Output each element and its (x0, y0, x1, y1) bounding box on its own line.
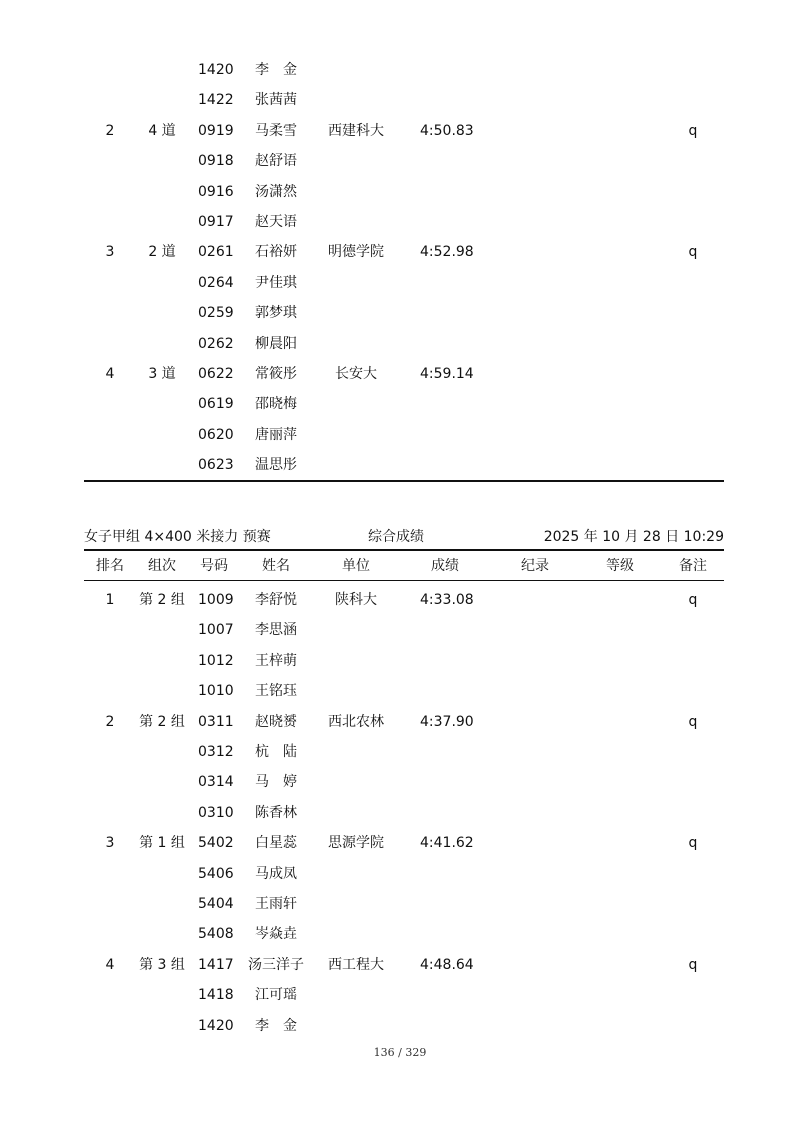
header-number: 号码 (200, 558, 228, 574)
cell-group: 第 2 组 (139, 592, 185, 608)
table-row (0, 151, 800, 171)
cell-name: 岑焱垚 (255, 926, 297, 943)
table-row (0, 772, 800, 792)
cell-group: 第 3 组 (139, 956, 185, 973)
cell-note: q (688, 835, 698, 852)
cell-rank: 3 (105, 244, 115, 261)
table-row (0, 60, 800, 80)
cell-number: 0261 (198, 244, 234, 261)
table-header-row (0, 556, 800, 576)
cell-name: 赵天语 (255, 214, 297, 230)
cell-number: 0310 (198, 804, 234, 821)
cell-number: 1420 (198, 1017, 234, 1034)
cell-name: 王雨轩 (255, 896, 297, 912)
table-row (0, 394, 800, 414)
cell-note: q (688, 713, 698, 730)
cell-note: q (688, 244, 698, 261)
table-row (0, 1016, 800, 1036)
cell-time: 4:48.64 (420, 956, 474, 973)
cell-number: 5406 (198, 865, 234, 882)
header-bottom-rule (84, 580, 724, 581)
cell-name: 王梓萌 (255, 652, 297, 669)
cell-number: 1417 (198, 956, 234, 973)
cell-number: 0916 (198, 183, 234, 200)
cell-time: 4:50.83 (420, 122, 474, 139)
cell-name: 马成凤 (255, 865, 297, 882)
cell-name: 杭 陆 (255, 744, 297, 760)
cell-name: 李思涵 (255, 622, 297, 639)
table-row (0, 894, 800, 914)
table-row (0, 651, 800, 671)
header-unit: 单位 (342, 558, 370, 574)
table-row (0, 864, 800, 884)
cell-rank: 2 (105, 122, 115, 139)
cell-number: 0620 (198, 426, 234, 443)
table-row (0, 90, 800, 110)
event-title-row (0, 526, 800, 548)
section-end-rule (84, 480, 724, 482)
cell-time: 4:37.90 (420, 713, 474, 730)
header-grade: 等级 (606, 558, 634, 574)
table-row (0, 364, 800, 384)
table-row (0, 273, 800, 293)
cell-number: 0312 (198, 744, 234, 760)
cell-group: 2 道 (148, 244, 176, 261)
table-row (0, 712, 800, 732)
table-row (0, 681, 800, 701)
cell-rank: 1 (105, 592, 115, 608)
table-row (0, 212, 800, 232)
cell-name: 汤三洋子 (248, 956, 304, 973)
cell-number: 5404 (198, 896, 234, 912)
cell-name: 石裕妍 (255, 244, 297, 261)
cell-number: 1007 (198, 622, 234, 639)
cell-name: 白星蕊 (255, 835, 297, 852)
cell-time: 4:52.98 (420, 244, 474, 261)
cell-name: 李舒悦 (255, 592, 297, 608)
cell-number: 0623 (198, 457, 234, 474)
cell-note: q (688, 592, 698, 608)
table-row (0, 425, 800, 445)
cell-number: 0311 (198, 713, 234, 730)
cell-name: 郭梦琪 (255, 305, 297, 322)
cell-number: 0917 (198, 214, 234, 230)
cell-name: 常筱彤 (255, 366, 297, 382)
cell-number: 1422 (198, 92, 234, 109)
event-title: 女子甲组 4×400 米接力 预赛 (84, 529, 271, 545)
cell-number: 1010 (198, 683, 234, 700)
cell-number: 1012 (198, 652, 234, 669)
table-row (0, 742, 800, 762)
cell-number: 0262 (198, 335, 234, 352)
cell-group: 3 道 (148, 366, 176, 382)
cell-unit: 西北农林 (328, 713, 384, 730)
cell-note: q (688, 956, 698, 973)
table-row (0, 590, 800, 610)
cell-name: 唐丽萍 (255, 426, 297, 443)
cell-number: 1420 (198, 62, 234, 78)
cell-name: 李 金 (255, 1017, 297, 1034)
cell-time: 4:59.14 (420, 366, 474, 382)
cell-name: 赵晓赟 (255, 713, 297, 730)
cell-number: 5408 (198, 926, 234, 943)
cell-group: 第 1 组 (139, 835, 185, 852)
cell-name: 王铭珏 (255, 683, 297, 700)
cell-time: 4:33.08 (420, 592, 474, 608)
table-row (0, 455, 800, 475)
cell-name: 马 婷 (255, 774, 297, 791)
cell-name: 温思彤 (255, 457, 297, 474)
table-row (0, 182, 800, 202)
table-row (0, 833, 800, 853)
header-time: 成绩 (431, 558, 459, 574)
cell-number: 0918 (198, 153, 234, 170)
table-row (0, 242, 800, 262)
header-rank: 排名 (96, 558, 124, 574)
cell-rank: 3 (105, 835, 115, 852)
cell-number: 0259 (198, 305, 234, 322)
cell-rank: 4 (105, 366, 115, 382)
cell-unit: 陕科大 (335, 592, 377, 608)
cell-unit: 西工程大 (328, 956, 384, 973)
cell-unit: 明德学院 (328, 244, 384, 261)
cell-name: 邵晓梅 (255, 396, 297, 413)
table-row (0, 303, 800, 323)
header-record: 纪录 (521, 558, 549, 574)
header-group: 组次 (148, 558, 176, 574)
summary-label: 综合成绩 (368, 529, 424, 545)
cell-group: 4 道 (148, 122, 176, 139)
table-row (0, 121, 800, 141)
cell-name: 马柔雪 (255, 122, 297, 139)
cell-group: 第 2 组 (139, 713, 185, 730)
header-note: 备注 (679, 558, 707, 574)
page-number: 136 / 329 (373, 1046, 427, 1059)
header-top-rule (84, 549, 724, 551)
cell-number: 0619 (198, 396, 234, 413)
cell-name: 江可瑶 (255, 987, 297, 1004)
event-datetime: 2025 年 10 月 28 日 10:29 (543, 529, 724, 545)
cell-name: 汤潇然 (255, 183, 297, 200)
cell-number: 5402 (198, 835, 234, 852)
table-row (0, 334, 800, 354)
cell-number: 0622 (198, 366, 234, 382)
cell-number: 0314 (198, 774, 234, 791)
header-name: 姓名 (262, 558, 290, 574)
cell-unit: 思源学院 (328, 835, 384, 852)
cell-unit: 西建科大 (328, 122, 384, 139)
cell-note: q (688, 122, 698, 139)
cell-name: 李 金 (255, 62, 297, 78)
cell-number: 0264 (198, 274, 234, 291)
cell-name: 赵舒语 (255, 153, 297, 170)
cell-number: 1009 (198, 592, 234, 608)
cell-number: 1418 (198, 987, 234, 1004)
cell-name: 尹佳琪 (255, 274, 297, 291)
cell-time: 4:41.62 (420, 835, 474, 852)
table-row (0, 620, 800, 640)
cell-rank: 4 (105, 956, 115, 973)
table-row (0, 985, 800, 1005)
cell-name: 柳晨阳 (255, 335, 297, 352)
cell-name: 陈香林 (255, 804, 297, 821)
cell-name: 张茜茜 (255, 92, 297, 109)
table-row (0, 803, 800, 823)
table-row (0, 924, 800, 944)
cell-unit: 长安大 (335, 366, 377, 382)
cell-rank: 2 (105, 713, 115, 730)
table-row (0, 955, 800, 975)
cell-number: 0919 (198, 122, 234, 139)
